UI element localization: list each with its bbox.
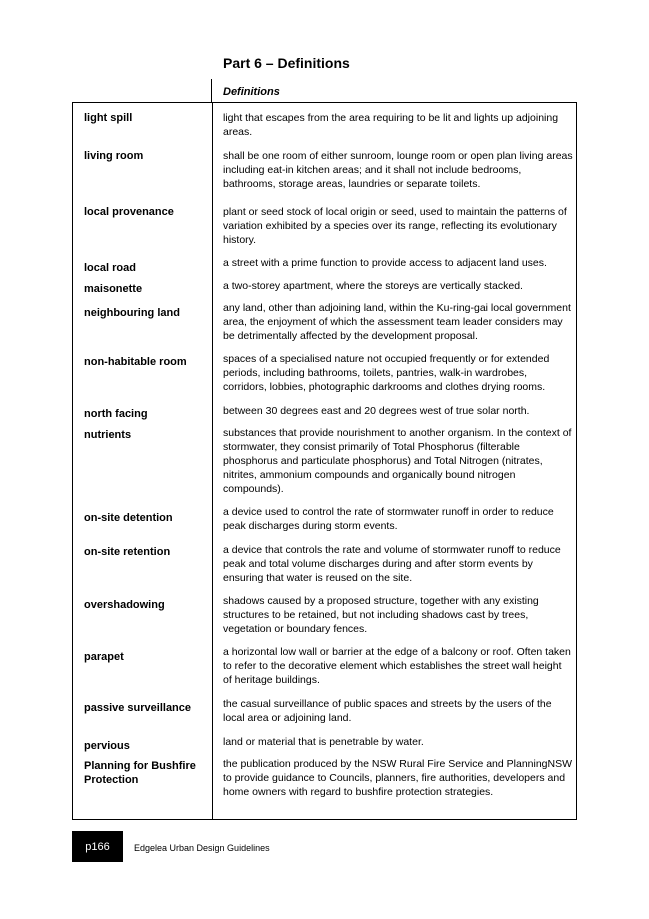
definition: the publication produced by the NSW Rural Fire Service and PlanningNSW to provide guidance to Councils, planners, fire authorities, developers and home owners with regard to bushfire protection strategies. bbox=[223, 758, 573, 798]
term: light spill bbox=[84, 112, 133, 124]
definition: a horizontal low wall or barrier at the edge of a balcony or roof. Often taken to refer to the decorative element which establishes the street wall height of heritage buildings. bbox=[223, 646, 571, 686]
definition: shall be one room of either sunroom, lounge room or open plan living areas including eat-in kitchen areas; and it shall not include bedrooms, bathrooms, storage areas, laundries or separate toilets. bbox=[223, 150, 573, 190]
definition: spaces of a specialised nature not occupied frequently or for extended periods, including bathrooms, toilets, pantries, walk-in wardrobes, corridors, lobbies, photographic darkrooms and clothes drying rooms. bbox=[223, 353, 550, 393]
definition: a device used to control the rate of stormwater runoff in order to reduce peak discharges during storm events. bbox=[223, 506, 554, 532]
term: maisonette bbox=[84, 283, 143, 295]
definition: light that escapes from the area requiring to be lit and lights up adjoining areas. bbox=[223, 112, 559, 138]
definition: substances that provide nourishment to another organism. In the context of stormwater, they consist primarily of Total Phosphorus (filterable phosphorus and particulate phosphorus) and Total Nitrogen (nitrates, nitrites, ammonium compounds and organically bound nitrogen compounds). bbox=[223, 427, 572, 495]
page-number: p166 bbox=[72, 831, 123, 862]
term: pervious bbox=[84, 740, 130, 752]
page-title: Part 6 – Definitions bbox=[223, 55, 350, 71]
definition: a device that controls the rate and volume of stormwater runoff to reduce peak and total volume discharges during and after storm events by ensuring that water is reused on the site. bbox=[223, 544, 561, 584]
column-header: Definitions bbox=[223, 86, 280, 98]
term: Planning for Bushfire Protection bbox=[84, 760, 196, 786]
definition: between 30 degrees east and 20 degrees west of true solar north. bbox=[223, 405, 530, 417]
term: passive surveillance bbox=[84, 702, 192, 714]
term: neighbouring land bbox=[84, 307, 180, 319]
term: nutrients bbox=[84, 429, 132, 441]
term: parapet bbox=[84, 651, 124, 663]
term: on-site detention bbox=[84, 512, 173, 524]
document-title: Edgelea Urban Design Guidelines bbox=[134, 843, 270, 853]
term: non-habitable room bbox=[84, 356, 187, 368]
term: local road bbox=[84, 262, 136, 274]
definition: plant or seed stock of local origin or seed, used to maintain the patterns of variation exhibited by a species over its range, reflecting its evolutionary history. bbox=[223, 206, 567, 246]
term: on-site retention bbox=[84, 546, 171, 558]
definition: a two-storey apartment, where the storeys are vertically stacked. bbox=[223, 280, 523, 292]
term: local provenance bbox=[84, 206, 174, 218]
definition: land or material that is penetrable by water. bbox=[223, 736, 424, 748]
definition: the casual surveillance of public spaces and streets by the users of the local area or adjoining land. bbox=[223, 698, 552, 724]
term: living room bbox=[84, 150, 144, 162]
column-divider-top bbox=[211, 79, 212, 103]
definitions-table bbox=[72, 102, 577, 820]
term: north facing bbox=[84, 408, 148, 420]
term: overshadowing bbox=[84, 599, 165, 611]
column-divider bbox=[212, 103, 213, 819]
definition: any land, other than adjoining land, within the Ku-ring-gai local government area, the enjoyment of which the assessment team leader considers may be detrimentally affected by the development proposal. bbox=[223, 302, 571, 342]
definition: a street with a prime function to provide access to adjacent land uses. bbox=[223, 257, 547, 269]
definition: shadows caused by a proposed structure, together with any existing structures to be retained, but not including shadows cast by trees, vegetation or boundary fences. bbox=[223, 595, 539, 635]
